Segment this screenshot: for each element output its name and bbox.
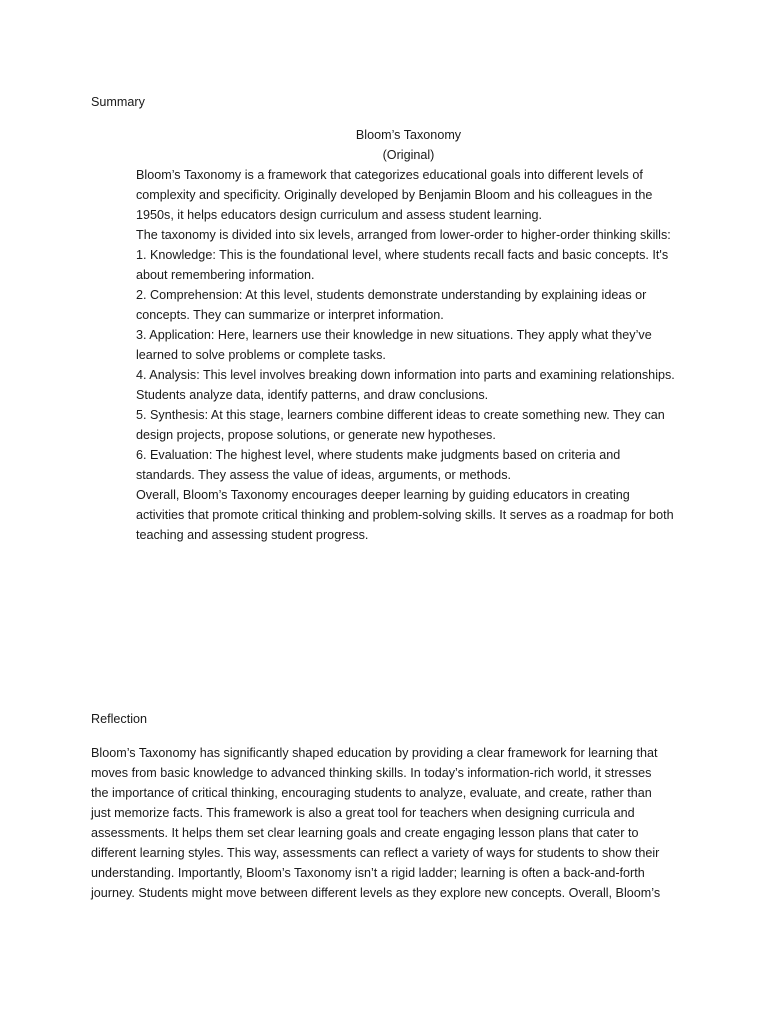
level-synthesis: 5. Synthesis: At this stage, learners combine different ideas to create something new. They can design projects, propose solutions, or generate new hypotheses. xyxy=(136,408,665,442)
reflection-heading: Reflection xyxy=(91,712,148,726)
level-knowledge: 1. Knowledge: This is the foundational level, where students recall facts and basic concepts. It's about remembering information. xyxy=(136,248,669,282)
summary-intro-paragraph: Bloom’s Taxonomy is a framework that categorizes educational goals into different levels of complexity and specificity. Originally developed by Benjamin Bloom and his colleagues in the 1950s, it helps educators design curriculum and assess student learning. xyxy=(136,168,653,222)
reflection-section xyxy=(91,743,671,903)
summary-conclusion-paragraph: Overall, Bloom’s Taxonomy encourages deeper learning by guiding educators in creating activities that promote critical thinking and problem-solving skills. It serves as a roadmap for both teaching and assessing student progress. xyxy=(136,488,674,542)
summary-heading: Summary xyxy=(91,95,145,109)
document-subtitle: (Original) xyxy=(382,148,435,162)
document-title: Bloom’s Taxonomy xyxy=(355,128,462,142)
level-comprehension: 2. Comprehension: At this level, students demonstrate understanding by explaining ideas or concepts. They can summarize or interpret information. xyxy=(136,288,647,322)
summary-levels-intro: The taxonomy is divided into six levels, arranged from lower-order to higher-order thinking skills: xyxy=(136,228,671,242)
level-analysis: 4. Analysis: This level involves breaking down information into parts and examining relationships. Students analyze data, identify patterns, and draw conclusions. xyxy=(136,368,675,402)
reflection-paragraph: Bloom’s Taxonomy has significantly shaped education by providing a clear framework for learning that moves from basic knowledge to advanced thinking skills. In today’s information-rich world, it stresses the importance of critical thinking, encouraging students to analyze, evaluate, and create, rather than just memorize facts. This framework is also a great tool for teachers when designing curricula and assessments. It helps them set clear learning goals and create engaging lesson plans that cater to different learning styles. This way, assessments can reflect a variety of ways for students to show their understanding. Importantly, Bloom’s Taxonomy isn’t a rigid ladder; learning is often a back-and-forth journey. Students might move between different levels as they explore new concepts. Overall, Bloom’s xyxy=(91,746,661,900)
summary-section xyxy=(136,125,681,545)
level-evaluation: 6. Evaluation: The highest level, where students make judgments based on criteria and standards. They assess the value of ideas, arguments, or methods. xyxy=(136,448,621,482)
level-application: 3. Application: Here, learners use their knowledge in new situations. They apply what they’ve learned to solve problems or complete tasks. xyxy=(136,328,652,362)
